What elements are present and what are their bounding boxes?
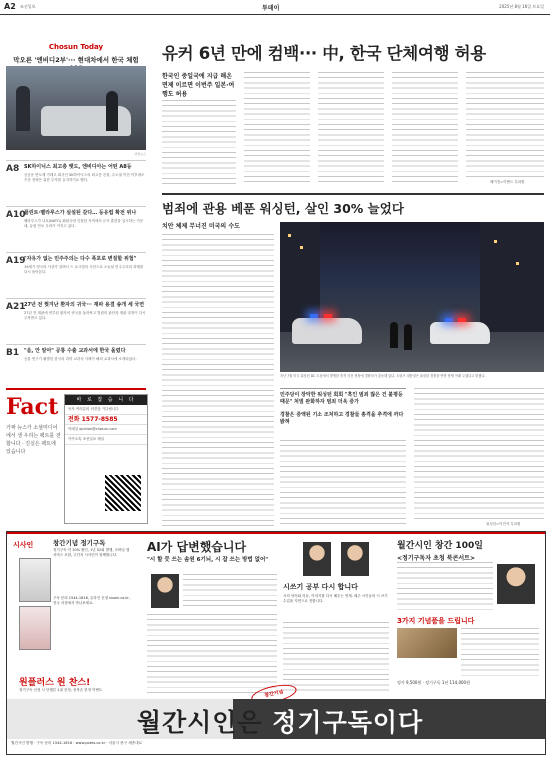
- main-headline[interactable]: 유커 6년 만에 컴백··· 中, 한국 단체여행 허용: [162, 44, 486, 63]
- page-code: A8: [6, 164, 20, 174]
- ad-slogan-band: [7, 699, 545, 739]
- officer-figure: [404, 324, 412, 350]
- section-title: 투데이: [262, 5, 280, 12]
- correction-box: [64, 394, 148, 524]
- phone-number[interactable]: 전화 1577-8585: [65, 415, 147, 425]
- advertisement[interactable]: [6, 531, 546, 755]
- ad-slogan: [15, 703, 545, 739]
- fact-box: [6, 388, 146, 528]
- ad-ai-headline: AI가 답변했습니다: [147, 540, 247, 554]
- index-item[interactable]: [6, 252, 146, 299]
- photo-caption: 지난 7월 미국 워싱턴 DC 도심에서 발생한 총격 사건 현장에 경찰차가 출동해 있다. 트럼프 대통령은 워싱턴 경찰을 연방 통제 아래 두겠다고 밝혔다.: [280, 374, 486, 378]
- person-figure: [106, 91, 118, 131]
- magazine-cover: [19, 606, 51, 650]
- police-car: [430, 322, 490, 344]
- quote-text: 민주당이 장악한 워싱턴 회회 "흑인 범죄 많은 건 불평등 때문" 처벌 완화하자 범죄 더욱 증가: [280, 392, 403, 405]
- lead-story-title[interactable]: 막오른 '엔비디2부'··· 현대차에서 한국 체험: [13, 56, 139, 64]
- issue-date: 2025년 8월 16일 토요일: [499, 4, 544, 9]
- correction-row: 독자 여러분의 의견을 기다립니다: [65, 405, 147, 415]
- kakao-channel[interactable]: 카카오톡 조선일보 채널: [65, 435, 147, 445]
- slogan-right: 정기구독이다: [272, 708, 424, 737]
- slogan-left: 월간시인은: [136, 708, 273, 737]
- quote-text: 경찰은 증액된 기소 조처하고 경찰들 총격을 추격에 까다 밝혀: [280, 412, 404, 425]
- article-body: [318, 72, 384, 186]
- index-body: 27년 전 재판에 연루된 환자의 귀국을 둘러싸고 법원의 판단과 재판 과정이 다시 주목받고 있다.: [24, 311, 146, 320]
- ad-right-sub: <정기구독자 초청 북콘서트>: [397, 555, 475, 562]
- main-subhead: 한국인 중일국에 지급 해온 면제 이르면 이번주 일본·여행도 허용: [162, 73, 235, 98]
- person-photo: [341, 542, 369, 576]
- correction-title: 바 로 잡 습 니 다: [65, 395, 147, 405]
- police-car: [292, 318, 362, 344]
- ad-column-left: [13, 539, 135, 692]
- ad-text: [283, 622, 389, 694]
- byline: 워싱턴=이민석 특파원: [486, 522, 521, 526]
- siren-light: [458, 318, 466, 322]
- window-light: [300, 246, 303, 249]
- ad-brand: 시사인: [13, 540, 34, 549]
- page-code: A19: [6, 256, 26, 266]
- building-shape: [480, 222, 544, 332]
- index-item[interactable]: [6, 298, 146, 345]
- window-light: [516, 262, 519, 265]
- lead-photo: [6, 66, 146, 150]
- ad-text: [461, 628, 539, 676]
- person-photo: [497, 564, 535, 604]
- index-item[interactable]: [6, 206, 146, 253]
- ad-subscription-desc: 구독 문의 1544-1616, 온라인 신청 sisain.co.kr, 전국 서점에서 만나보세요.: [53, 596, 130, 605]
- article-body: [162, 100, 236, 186]
- fact-slogan: 가짜 뉴스가 소셜미디어에서 생 우리는 팩트를 전합니다 · 진실은 팩트에 있습니다: [6, 425, 61, 455]
- ad-text: [397, 562, 493, 612]
- page-code: B1: [6, 348, 20, 358]
- siren-light: [324, 314, 332, 318]
- article-body: [414, 388, 544, 520]
- ad-text: [183, 574, 277, 608]
- ad-subscription-title: 창간기념 정기구독: [53, 539, 106, 547]
- ad-promo-title: 원플러스 원 찬스!: [19, 678, 91, 688]
- email-address[interactable]: 이메일 opinion@chosun.com: [65, 425, 147, 435]
- article-body: [466, 72, 544, 178]
- ad-subscription-desc: 정기구독 약 10% 할인, 1년 52회 발행, 모바일 앱 서비스 포함, 주간지 시사인이 함께합니다.: [53, 548, 130, 557]
- article-body: [280, 440, 406, 526]
- ad-price: 정가 9,500원 · 정기구독 1년 114,000원: [397, 680, 470, 685]
- magazine-cover: [19, 558, 51, 602]
- fact-logo: Fact: [6, 394, 59, 420]
- index-title: "자유가 없는 민주주의는 다수 폭포로 변질할 위험": [24, 256, 137, 262]
- ad-mid-headline: 시쓰기 공부 다시 합니다: [283, 583, 358, 591]
- officer-figure: [390, 322, 398, 348]
- ad-ai-quote: "시 할 뭇 쓰는 솜원 6기뇌, 시 잡 쓰는 방법 없어": [147, 557, 269, 563]
- ad-gift-headline: 3가지 기념품을 드립니다: [397, 617, 475, 625]
- index-title: 27년 전 찢겨난 환자의 귀국··· 재파 용결 송개 세 국면: [24, 302, 145, 308]
- person-photo: [151, 574, 179, 608]
- page-code: A10: [6, 210, 26, 220]
- ad-stamp: 창간기념: [250, 681, 298, 706]
- article-body: [162, 234, 274, 526]
- ad-top-rule: [7, 532, 545, 534]
- person-figure: [16, 86, 30, 131]
- byline: 베이징=이벤트 특파원: [490, 180, 525, 184]
- page-number: A2: [4, 2, 16, 11]
- index-item[interactable]: [6, 160, 146, 207]
- person-photo: [303, 542, 331, 576]
- paper-name: 조선일보: [20, 4, 36, 9]
- page-code: A21: [6, 302, 26, 312]
- qr-code-icon[interactable]: [105, 475, 141, 511]
- feature-subhead: 치안 체제 무너진 미국의 수도: [162, 223, 240, 230]
- window-light: [494, 240, 497, 243]
- gift-image: [397, 628, 457, 658]
- ad-right-headline: 월간시인 창간 100일: [397, 541, 483, 551]
- index-item[interactable]: [6, 344, 146, 387]
- window-light: [288, 234, 291, 237]
- index-body: 벨라루스가 나토(NATO) 회원국에 인접한 지역에서 군사 훈련을 실시하는 가운데, 유럽 안보 우려가 커지고 있다.: [24, 219, 144, 228]
- ad-footer: 월간시인 발행 · 구독 문의 1544-1616 · www.poets.co.kr · 서울시 중구 세종대로: [11, 741, 143, 745]
- feature-headline[interactable]: 범죄에 관용 베푼 워싱턴, 살인 30% 늘었다: [162, 193, 544, 217]
- article-body: [244, 72, 310, 186]
- photo-credit: 연합뉴스: [134, 152, 146, 156]
- chosun-today-label: Chosun Today: [48, 43, 104, 51]
- page-header: [0, 0, 550, 15]
- index-body: 19세기 영국의 사상가 알렉시 드 토크빌의 시선으로 오늘날 민주주의의 과제를 다시 돌아본다.: [24, 265, 144, 274]
- index-body: 공공운 반도체 카테고 회사인 SK하이닉스의 최고층 건물, 수도권 이전 이후에도 꾸준 전략은 위한 투자를 유지하기로 했다.: [24, 173, 145, 182]
- ad-promo-desc: 정기구독 신청 시 단행본 1권 증정, 선착순 한정 이벤트: [19, 688, 103, 692]
- article-body: [392, 72, 458, 186]
- siren-light: [445, 318, 453, 322]
- ad-mid-desc: 시의 언어와 리듬, 이미지를 다시 배우는 연재. 매주 시인들의 시 쓰기 수업을 지면으로 전합니다.: [283, 594, 388, 603]
- index-title: 플린트·벨라루스가 실설된 갈다… 등유럽 확전 위나: [24, 210, 137, 216]
- ad-column-right: [397, 538, 539, 685]
- ad-column-center: [147, 538, 277, 564]
- index-title: SK하이닉스 최고층 뱃도, 엔비디아는 어떤 A8등: [24, 164, 132, 170]
- pull-quote: [280, 388, 406, 429]
- index-body: 공룡 연구가 활발한 한국의 과학 교과서 사례가 해외 교과서에 소개되었다.: [24, 357, 137, 361]
- crime-scene-photo: [280, 222, 544, 372]
- ad-text: [147, 614, 277, 694]
- siren-light: [310, 314, 318, 318]
- index-title: "음, 안 알아" 공룡 수출 교과서에 한국 올렸다: [24, 348, 126, 354]
